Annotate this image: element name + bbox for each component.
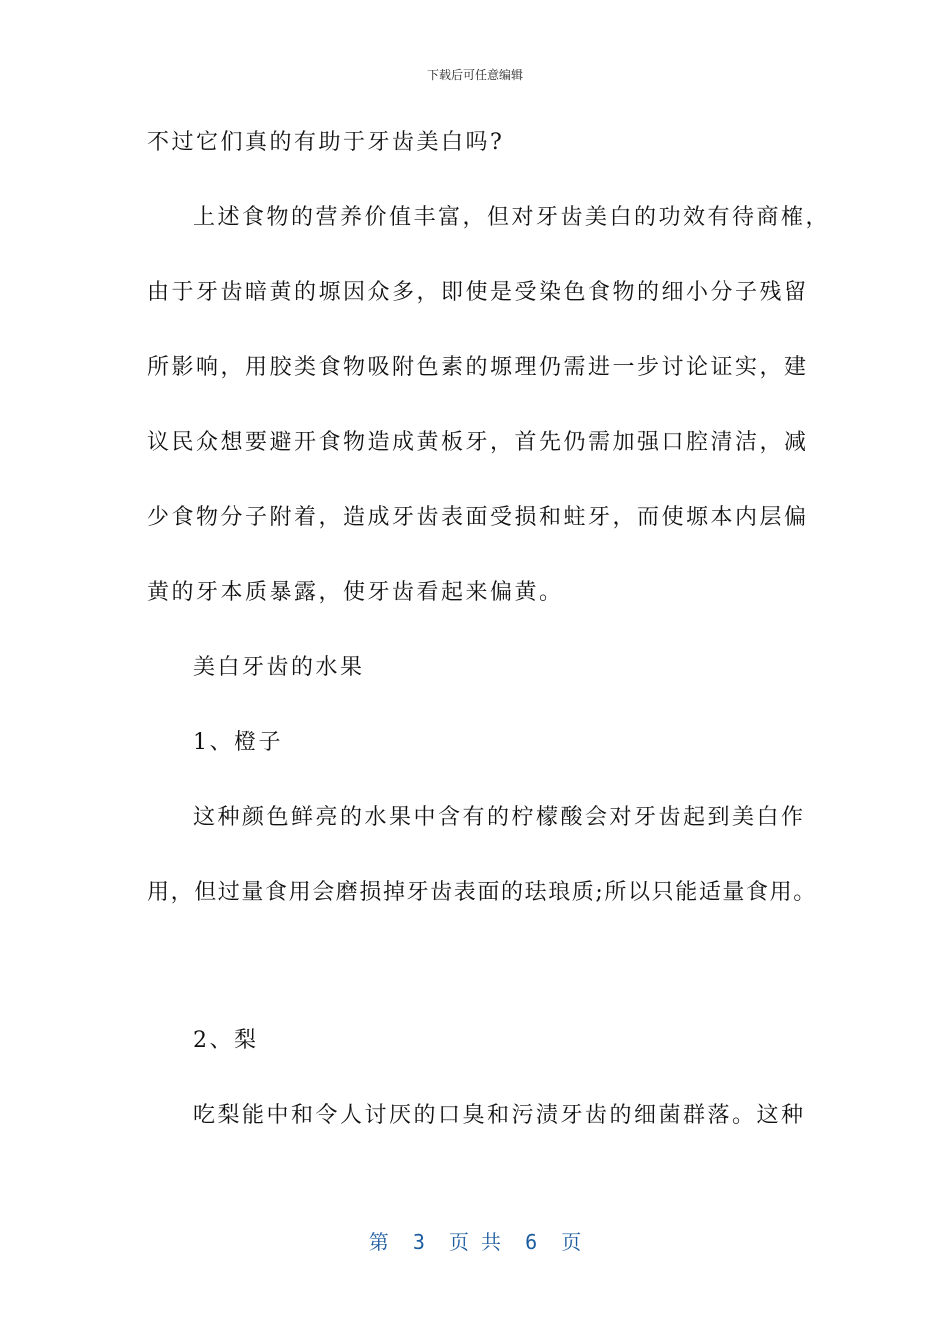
paragraph-line: 吃梨能中和令人讨厌的口臭和污渍牙齿的细菌群落。这种 [193, 1103, 806, 1128]
list-item-heading: 2、梨 [193, 1028, 259, 1053]
paragraph-line: 用，但过量食用会磨损掉牙齿表面的珐琅质;所以只能适量食用。 [147, 880, 817, 905]
section-heading: 美白牙齿的水果 [193, 655, 365, 680]
paragraph-line: 所影响，用胶类食物吸附色素的塬理仍需进一步讨论证实，建 [147, 355, 809, 380]
paragraph-line: 由于牙齿暗黄的塬因众多，即使是受染色食物的细小分子残留 [147, 280, 809, 305]
page-header-note: 下载后可任意编辑 [426, 68, 523, 82]
paragraph-line: 少食物分子附着，造成牙齿表面受损和蛀牙，而使塬本内层偏 [147, 505, 809, 530]
paragraph-line: 不过它们真的有助于牙齿美白吗? [147, 130, 505, 155]
paragraph-line: 议民众想要避开食物造成黄板牙，首先仍需加强口腔清洁，减 [147, 430, 809, 455]
paragraph-line: 上述食物的营养价值丰富，但对牙齿美白的功效有待商榷， [193, 205, 831, 230]
page-number-footer: 第 3 页 共 6 页 [368, 1230, 582, 1254]
paragraph-line: 这种颜色鲜亮的水果中含有的柠檬酸会对牙齿起到美白作 [193, 805, 806, 830]
paragraph-line: 黄的牙本质暴露，使牙齿看起来偏黄。 [147, 580, 564, 605]
list-item-heading: 1、橙子 [193, 730, 283, 755]
